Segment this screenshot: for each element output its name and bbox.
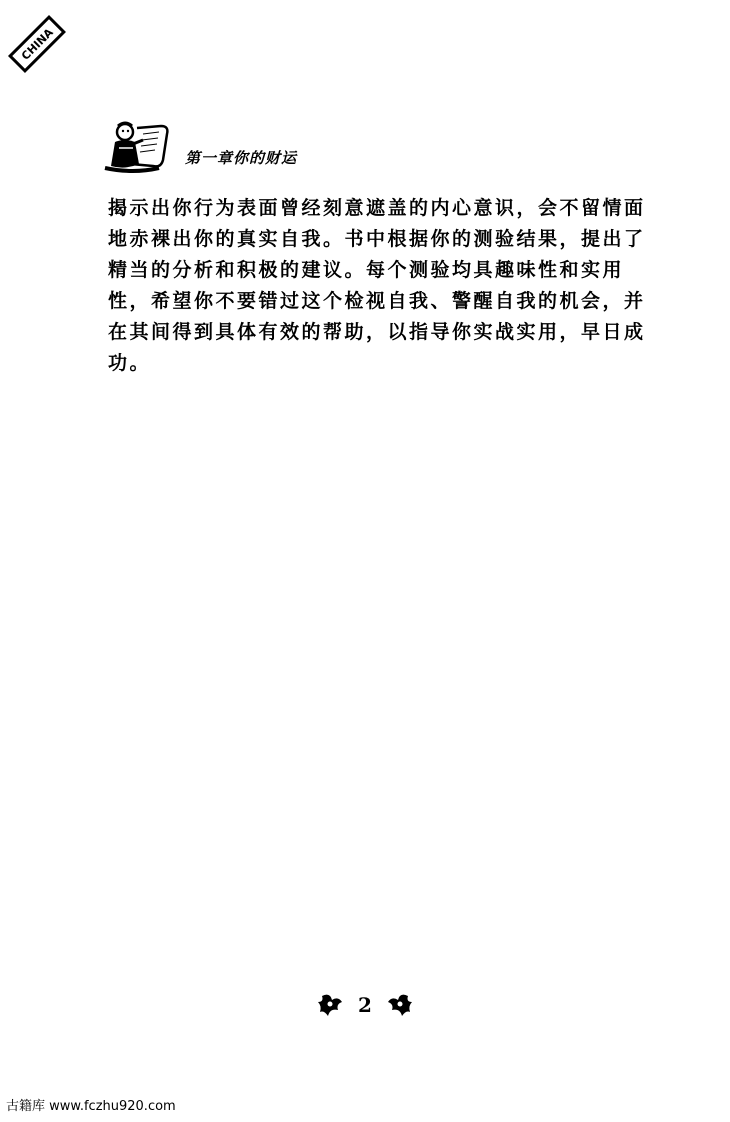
- body-line: 性，希望你不要错过这个检视自我、警醒自我的机会，并: [108, 290, 646, 312]
- floral-ornament-icon: [384, 990, 414, 1020]
- corner-stamp: [8, 14, 70, 76]
- body-paragraph: [108, 193, 648, 379]
- scholar-reading-scroll-icon: [103, 120, 175, 174]
- page-footer: [300, 985, 430, 1025]
- body-line: 在其间得到具体有效的帮助，以指导你实战实用，早日成: [108, 321, 646, 343]
- body-line: 地赤裸出你的真实自我。书中根据你的测验结果，提出了: [108, 228, 646, 250]
- chapter-header: [103, 118, 297, 174]
- site-watermark: 古籍库 www.fczhu920.com: [6, 1099, 176, 1114]
- corner-stamp-text: CHINA: [8, 15, 66, 73]
- body-line: 功。: [108, 352, 152, 374]
- chapter-title: 第一章你的财运: [185, 149, 298, 167]
- floral-ornament-icon: [316, 990, 346, 1020]
- body-line: 精当的分析和积极的建议。每个测验均具趣味性和实用: [108, 259, 625, 281]
- page-number: 2: [358, 993, 372, 1017]
- body-line: 揭示出你行为表面曾经刻意遮盖的内心意识，会不留情面: [108, 197, 646, 219]
